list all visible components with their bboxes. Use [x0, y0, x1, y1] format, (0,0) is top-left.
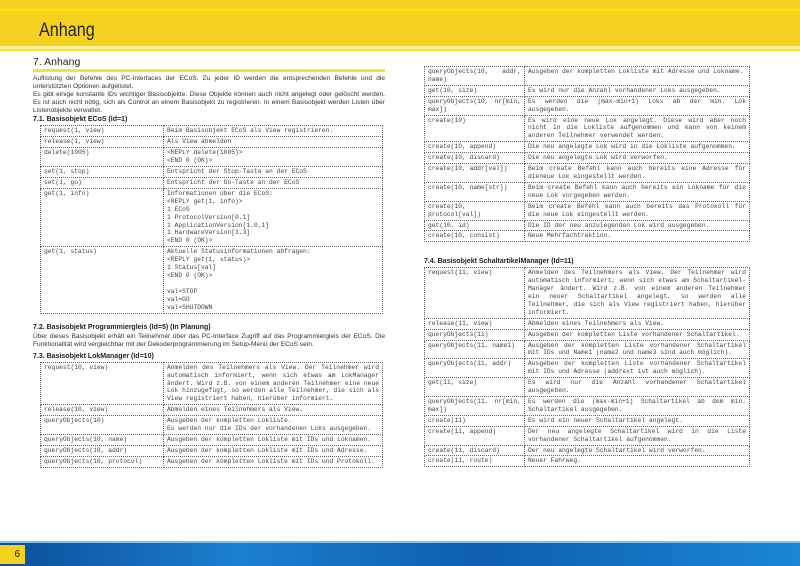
- right-column: [424, 66, 750, 467]
- table-row: [425, 85, 750, 96]
- command-name: create(11, discard): [425, 445, 525, 456]
- command-description: Beim create Befehl kann auch bereits ein Lokname für die neue Lok vorgegeben werden.: [525, 182, 750, 201]
- command-description: Aktuelle Statusinformationen abfragen: <REPLY get(1, status)> 1 Status[val] <END 0 (OK)> val=STOP val=GO val=SHUTDOWN: [164, 247, 383, 313]
- heading-7-1: 7.1. Basisobjekt ECoS (Id=1): [33, 116, 128, 124]
- command-description: Abmelden eines Teilnehmers als View.: [525, 318, 750, 329]
- table-row: [41, 456, 383, 467]
- command-description: Der neu angelegte Schaltartikel wird verworfen.: [525, 445, 750, 456]
- header-title: Anhang: [39, 20, 95, 41]
- command-name: create(11, append): [425, 426, 525, 445]
- command-name: request(1, view): [41, 126, 164, 137]
- command-name: create(10, append): [425, 142, 525, 153]
- command-description: Es werden die (max-min+1) Schaltartikel ab dem min. Schaltartikel ausgegeben.: [525, 397, 750, 416]
- table-row: [425, 415, 750, 426]
- command-description: Beim create Befehl kann auch bereits eine Adresse für dieneue Lok eingestellt werden.: [525, 164, 750, 183]
- table-row: [425, 340, 750, 359]
- heading-7-3: 7.3. Basisobjekt LokManager (Id=10): [33, 352, 154, 360]
- command-name: get(11, size): [425, 378, 525, 397]
- command-name: request(11, view): [425, 268, 525, 318]
- command-description: Neue Mehrfachtraktion.: [525, 231, 750, 242]
- command-description: Ausgeben der kompletten Lokliste. Es werden nur die IDs der vorhandenen Loks ausgegeben.: [164, 416, 383, 435]
- command-name: create(11, route): [425, 456, 525, 467]
- heading-7-4: 7.4. Basisobjekt SchaltartikelManager (Id=11): [424, 258, 574, 266]
- command-name: create(10, consist): [425, 231, 525, 242]
- command-name: get(10, size): [425, 85, 525, 96]
- command-name: release(10, view): [41, 405, 164, 416]
- command-name: queryObjects(10, protocol): [41, 456, 164, 467]
- heading-7-2: 7.2. Basisobjekt Programmiergleis (Id=5) (In Planung): [33, 323, 211, 331]
- command-name: queryObjects(10, addr, name): [425, 67, 525, 86]
- command-name: queryObjects(10, addr): [41, 445, 164, 456]
- table-row: [41, 178, 383, 189]
- command-name: release(1, view): [41, 137, 164, 148]
- command-name: get(1, status): [41, 247, 164, 313]
- table-row: [425, 142, 750, 153]
- table-row: [425, 268, 750, 318]
- command-description: Es werden die (max-min+1) Loks ab der min. Lok ausgegeben.: [525, 96, 750, 115]
- table-row: [425, 445, 750, 456]
- ecos-command-table: [40, 125, 383, 313]
- table-row: [425, 426, 750, 445]
- table-row: [425, 456, 750, 467]
- table-row: [41, 247, 383, 313]
- command-name: queryObjects(10): [41, 416, 164, 435]
- table-row: [425, 115, 750, 142]
- table-row: [425, 329, 750, 340]
- command-name: request(10, view): [41, 362, 164, 405]
- command-description: Anmelden des Teilnehmers als View. Der Teilnehmer wird automatisch informiert, wenn sich etwas am LokManager ändert. Wird z.B. von einem anderen Teilnehmer eine neue Lok hinzugefügt, so werden alle Teilnehmer, die sich als View registriert haben, hierüber informiert.: [164, 362, 383, 405]
- page-number: 6: [0, 545, 25, 564]
- command-description: Ausgeben der kompletten Liste vorhandener Schaltartikel.: [525, 329, 750, 340]
- command-description: Entspricht der Stop-Taste an der ECoS: [164, 167, 383, 178]
- table-row: [425, 231, 750, 242]
- command-name: queryObjects(11, name1): [425, 340, 525, 359]
- command-name: queryObjects(10, nr[min, max]): [425, 96, 525, 115]
- table-row: [41, 434, 383, 445]
- command-description: Abmelden eines Teilnehmers als View.: [164, 405, 383, 416]
- command-name: queryObjects(11, nr[min, max]): [425, 397, 525, 416]
- lokmanager-command-table-continued: [424, 66, 750, 242]
- table-row: [425, 164, 750, 183]
- table-row: [425, 153, 750, 164]
- command-description: Beim create Befehl kann auch bereits das Protokoll für die neue Lok eingestellt werden.: [525, 201, 750, 220]
- command-name: get(10, id): [425, 220, 525, 231]
- lokmanager-command-table: [40, 362, 383, 468]
- command-name: get(1, info): [41, 188, 164, 246]
- table-row: [41, 416, 383, 435]
- table-row: [41, 405, 383, 416]
- table-row: [425, 201, 750, 220]
- command-name: create(10, protocol[val]): [425, 201, 525, 220]
- command-name: queryObjects(11): [425, 329, 525, 340]
- table-row: [425, 220, 750, 231]
- command-description: Informationen über die ECoS: <REPLY get(1, info)> 1 ECoS 1 ProtocolVersion[0.1] 1 ApplicationVersion[1.0.1] 1 HardwareVersion[1.3] <END 0 (OK)>: [164, 188, 383, 246]
- table-row: [41, 137, 383, 148]
- page-footer: [0, 543, 800, 566]
- command-name: release(11, view): [425, 318, 525, 329]
- command-name: create(10, name[str]): [425, 182, 525, 201]
- header-stripe: [0, 9, 800, 11]
- command-description: Ausgeben der kompletten Liste vorhandener Schaltartikel mit IDs und Adresse (addrext ist auch möglich).: [525, 359, 750, 378]
- command-description: Es wird nur die Anzahl vorhandener Schaltartikel ausgegeben.: [525, 378, 750, 397]
- left-column: [33, 56, 385, 468]
- command-description: Ausgeben der kompletten Lokliste mit IDs und Loknamen.: [164, 434, 383, 445]
- table-row: [41, 188, 383, 246]
- programmiergleis-paragraph: Über dieses Basisobjekt erhält ein Teilnehmer über das PC-Interface Zugriff auf das Programmiergleis der ECoS. Die Funktionalität wird vergleichbar mit der Dekoderprogrammierung im Setup-Menü der ECoS sein.: [33, 332, 385, 348]
- footer-stripe: [0, 541, 800, 543]
- command-description: Die neu angelegte Lok wird verworfen.: [525, 153, 750, 164]
- table-row: [425, 359, 750, 378]
- page-header: [0, 0, 800, 46]
- command-name: create(10): [425, 115, 525, 142]
- table-row: [425, 96, 750, 115]
- command-name: set(1, stop): [41, 167, 164, 178]
- intro-paragraph-1: Auflistung der Befehle des PC-Interfaces der ECoS. Zu jeder ID werden die entsprechenden Befehle und die unterstützten Optionen aufgelistet.: [33, 75, 385, 91]
- table-row: [425, 67, 750, 86]
- table-row: [41, 148, 383, 167]
- schaltartikel-command-table: [424, 267, 750, 467]
- command-description: Entspricht der Go-Taste an der ECoS: [164, 178, 383, 189]
- command-description: Beim Basisobjekt ECoS als View registrieren.: [164, 126, 383, 137]
- command-description: Die neu angelegte Lok wird in die Lokliste aufgenommen.: [525, 142, 750, 153]
- table-row: [425, 182, 750, 201]
- table-row: [425, 318, 750, 329]
- table-row: [425, 397, 750, 416]
- command-description: Anmelden des Teilnehmers als View. Der Teilnehmer wird automatisch informiert, wenn sich etwas am Schaltartikel-Manager ändert. Wird z.B. von einem anderen Teilnehmer ein neuer Schaltartikel angelegt, so werden alle Teilnehmer, die sich als View registriert haben, hierüber informiert.: [525, 268, 750, 318]
- command-description: Der neu angelegte Schaltartikel wird in die Liste vorhandener Schaltartikel aufgenommen.: [525, 426, 750, 445]
- command-description: Es wird ein neuer Schaltartikel angelegt.: [525, 415, 750, 426]
- section-title: 7. Anhang: [33, 56, 385, 72]
- command-name: create(10, discard): [425, 153, 525, 164]
- command-name: create(10, addr[val]): [425, 164, 525, 183]
- command-description: Ausgeben der kompletten Lokliste mit IDs und Adresse.: [164, 445, 383, 456]
- table-row: [41, 362, 383, 405]
- table-row: [41, 126, 383, 137]
- command-name: delete(1005): [41, 148, 164, 167]
- command-description: Ausgeben der kompletten Liste vorhandener Schaltartikel mit IDs und Name1 (name2 und name3 sind auch möglich).: [525, 340, 750, 359]
- command-description: Es wird nur die Anzahl vorhandener Loks ausgegeben.: [525, 85, 750, 96]
- command-description: Ausgeben der kompletten Lokliste mit Adresse und Lokname.: [525, 67, 750, 86]
- command-name: set(1, go): [41, 178, 164, 189]
- header-divider: [0, 46, 800, 51]
- table-row: [425, 378, 750, 397]
- table-row: [41, 445, 383, 456]
- command-description: Es wird eine neue Lok angelegt. Diese wird aber noch nicht in die Lokliste aufgenommen und kann von keinem anderen Teilnehmer verwendet werden.: [525, 115, 750, 142]
- command-name: queryObjects(10, name): [41, 434, 164, 445]
- command-description: Ausgeben der kompletten Lokliste mit IDs und Protokoll.: [164, 456, 383, 467]
- intro-paragraph-2: Es gibt einige konstante IDs wichtiger Basisobjekte. Diese Objekte können auch nicht angelegt oder gelöscht werden. Es ist auch nicht nötig, sich als Control an einem Basisobjekt zu registrieren. In einem Basisobjekt werden Listen über Listenobjekte verwaltet.: [33, 91, 385, 115]
- command-description: Neuer Fahrweg.: [525, 456, 750, 467]
- command-name: queryObjects(11, addr): [425, 359, 525, 378]
- table-row: [41, 167, 383, 178]
- command-description: <REPLY delete(1005)> <END 0 (OK)>: [164, 148, 383, 167]
- command-description: Die ID der neu anzulegenden Lok wird ausgegeben.: [525, 220, 750, 231]
- command-description: Als View abmelden: [164, 137, 383, 148]
- command-name: create(11): [425, 415, 525, 426]
